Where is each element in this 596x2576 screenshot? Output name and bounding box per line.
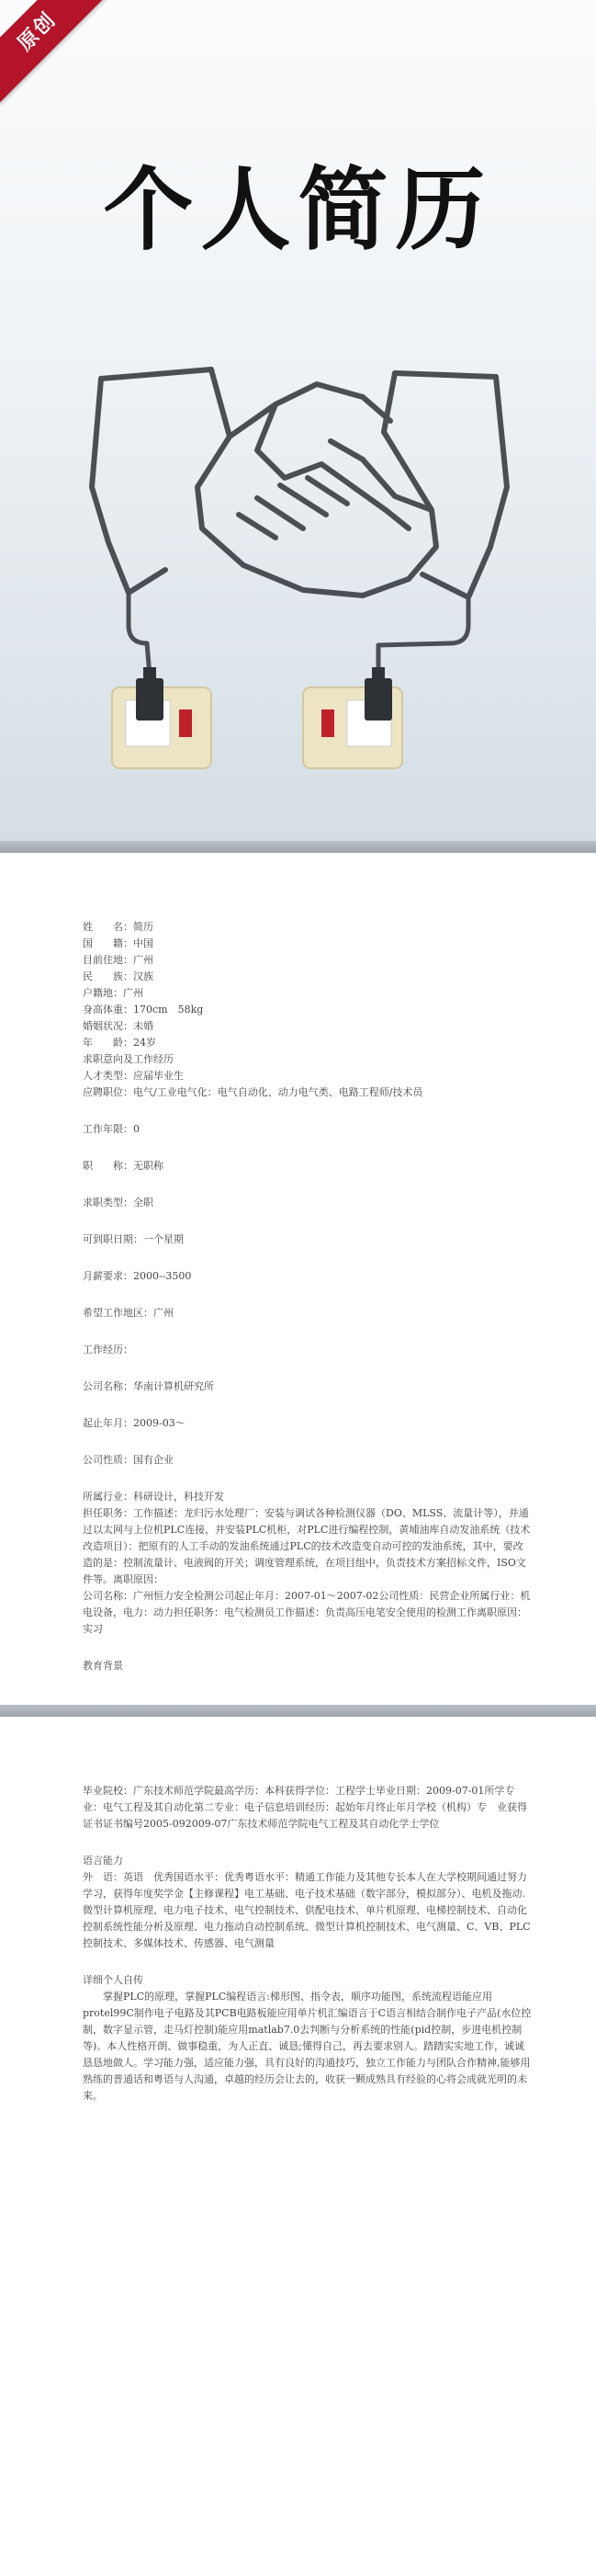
right-power-socket xyxy=(303,667,402,768)
info-hukou: 户籍地：广州 xyxy=(83,987,143,999)
info-name: 姓 名：简历 xyxy=(83,921,153,933)
basic-info-section xyxy=(83,919,533,1674)
job1-company-type: 公司性质：国有企业 xyxy=(83,1454,174,1466)
education-heading: 教育背景 xyxy=(83,1660,123,1672)
cover-banner xyxy=(0,0,596,841)
info-nationality: 国 籍：中国 xyxy=(83,937,153,949)
info-marital: 婚姻状况：未婚 xyxy=(83,1020,153,1032)
left-power-socket xyxy=(112,667,211,768)
intent-years: 工作年限：0 xyxy=(83,1123,140,1135)
work-history-heading: 工作经历： xyxy=(83,1344,133,1356)
intent-salary: 月薪要求：2000--3500 xyxy=(83,1270,192,1282)
autobiography-text: 掌握PLC的原理，掌握PLC编程语言:梯形图、指令表，顺序功能图，系统流程语能应用protel99C制作电子电路及其PCB电路板能应用单片机汇编语言于C语言相结合制作电子产品(水位控制，数字显示管，走马灯控制)能应用matlab7.0去判断与分析系统的性能(pid控制，步进电机控制等)。本人性格开朗、做事稳重，为人正直、诚恳;懂得自己，再去要求别人。踏踏实实地工作，诚诚恳恳地做人。学习能力强，适应能力强，具有良好的沟通技巧，独立工作能力与团队合作精神,能够用熟练的普通话和粤语与人沟通，卓越的经历会让去的，收获一颗成熟具有经验的心将会成就光明的未来。 xyxy=(83,1991,532,2102)
section-divider-middle xyxy=(0,1705,596,1717)
intent-region: 希望工作地区：广州 xyxy=(83,1307,174,1319)
autobiography-heading: 详细个人自传 xyxy=(83,1974,143,1986)
job1-industry: 所属行业：科研设计，科技开发 xyxy=(83,1491,224,1503)
original-badge-label: 原创 xyxy=(13,7,62,56)
section-divider-top xyxy=(0,841,596,853)
job2-details: 公司名称：广州恒力安全检测公司起止年月：2007-01～2007-02公司性质：民营企业所属行业：机电设备，电力：动力担任职务：电气检测员工作描述：负责高压电笔安全使用的检测工作离职原因：实习 xyxy=(83,1590,531,1635)
education-section xyxy=(83,1783,533,2105)
handshake-illustration xyxy=(0,349,596,790)
resume-title: 个人简历 xyxy=(103,158,493,263)
original-badge xyxy=(0,0,109,104)
intent-heading: 求职意向及工作经历 xyxy=(83,1053,174,1065)
intent-type: 求职类型：全职 xyxy=(83,1197,153,1209)
intent-title: 职 称：无职称 xyxy=(83,1160,163,1172)
job1-company: 公司名称：华南计算机研究所 xyxy=(83,1380,214,1392)
language-details: 外 语：英语 优秀国语水平：优秀粤语水平：精通工作能力及其他专长本人在大学校期间通过努力学习，获得年度奖学金【主修课程】电工基础、电子技术基础（数字部分，模拟部分）、电机及拖动.微型计算机原理、电力电子技术、电气控制技术、供配电技术、单片机原理、电梯控制技术、自动化控制系统性能分析及原理、电力拖动自动控制系统、微型计算机控制技术、电气测量、C、VB、PLC控制技术、多媒体技术、传感器、电气测量 xyxy=(83,1871,531,1949)
education-details: 毕业院校：广东技术师范学院最高学历：本科获得学位：工程学士毕业日期：2009-07-01所学专业：电气工程及其自动化第二专业：电子信息培训经历：起始年月终止年月学校（机构）专 业获得证书证书编号2005-092009-07广东技术师范学院电气工程及其自动化学士学位 xyxy=(83,1785,527,1830)
intent-start-date: 可到职日期：一个星期 xyxy=(83,1233,184,1245)
language-heading: 语言能力 xyxy=(83,1855,123,1867)
job1-duty: 担任职务：工作描述：龙归污水处理厂：安装与调试各种检测仪器（DO、MLSS、流量计等），并通过以太网与上位机PLC连接，并安装PLC机柜，对PLC进行编程控制，黄埔油库自动发油系统（技术改造项目）：把原有的人工手动的发油系统通过PLC的技术改造变自动可控的发油系统，其中，要改造的是：控制流量计、电液阀的开关；调度管理系统，在项目组中，负责技术方案招标文件，ISO文件等。离职原因： xyxy=(83,1507,531,1585)
info-height-weight: 身高体重：170cm 58kg xyxy=(83,1004,204,1016)
job1-period: 起止年月：2009-03～ xyxy=(83,1417,186,1429)
info-residence: 目前住地：广州 xyxy=(83,954,153,966)
info-position: 应聘职位：电气/工业电气化：电气自动化、动力电气类、电路工程师/技术员 xyxy=(83,1086,423,1098)
info-age: 年 龄：24岁 xyxy=(83,1037,156,1049)
info-talent-type: 人才类型：应届毕业生 xyxy=(83,1070,184,1082)
info-ethnicity: 民 族：汉族 xyxy=(83,970,153,982)
